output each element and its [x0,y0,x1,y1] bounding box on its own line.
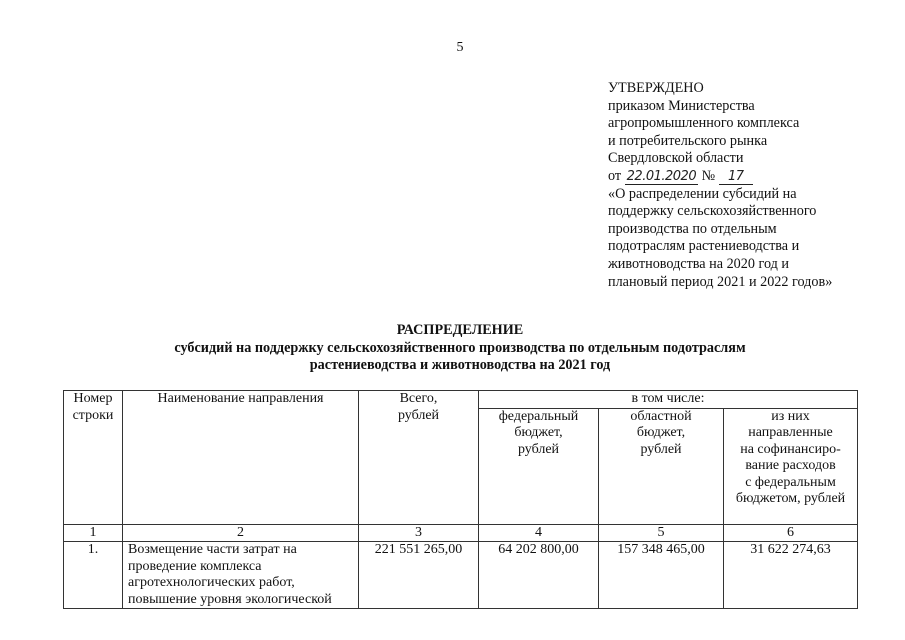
header-direction: Наименование направления [123,391,359,525]
row-cofinance: 31 622 274,63 [724,542,858,609]
header-cofinance: из них направленные на софинансиро- вание расходов с федеральным бюджетом, рублей [724,408,858,524]
approval-subject-line: поддержку сельскохозяйственного [608,203,817,220]
approval-subject-line: производства по отдельным [608,220,777,237]
column-number: 3 [359,524,479,542]
header-regional: областной бюджет, рублей [599,408,724,524]
approval-subject-line: животноводства на 2020 год и [608,255,790,272]
approval-line: Свердловской области [608,150,744,167]
date-prefix: от [608,167,622,184]
approval-subject-line: подотраслям растениеводства и [608,238,800,255]
document-title: РАСПРЕДЕЛЕНИЕ [396,322,524,338]
approval-subject-line: «О распределении субсидий на [608,185,797,202]
number-prefix: № [701,167,716,184]
handwritten-number: 17 [719,170,753,185]
handwritten-date: 22.01.2020 [626,168,697,184]
row-regional: 157 348 465,00 [599,542,724,609]
header-federal: федеральный бюджет, рублей [479,408,599,524]
row-number: 1. [64,542,123,609]
document-subtitle: субсидий на поддержку сельскохозяйственного производства по отдельным подотраслям [174,340,746,356]
distribution-table [63,390,858,609]
approval-line: приказом Министерства [608,97,755,114]
approval-date-row [608,168,898,186]
row-direction-name: Возмещение части затрат на проведение комплекса агротехнологических работ, повышение уровня экологической [123,542,359,609]
document-subtitle: растениеводства и животноводства на 2021 год [309,357,611,373]
header-total: Всего, рублей [359,391,479,525]
approval-title: УТВЕРЖДЕНО [608,80,704,96]
row-total: 221 551 265,00 [359,542,479,609]
column-number: 4 [479,524,599,542]
approval-line: и потребительского рынка [608,132,768,149]
table-header-row [64,391,858,409]
header-including: в том числе: [479,391,858,409]
approval-block [608,80,898,291]
row-federal: 64 202 800,00 [479,542,599,609]
table-row [64,542,858,609]
column-number: 5 [599,524,724,542]
page-number: 5 [456,40,464,55]
approval-subject-line: плановый период 2021 и 2022 годов» [608,273,833,290]
column-number: 2 [123,524,359,542]
column-number-row [64,524,858,542]
header-row-number: Номер строки [64,391,123,525]
column-number: 1 [64,524,123,542]
column-number: 6 [724,524,858,542]
approval-line: агропромышленного комплекса [608,115,800,132]
